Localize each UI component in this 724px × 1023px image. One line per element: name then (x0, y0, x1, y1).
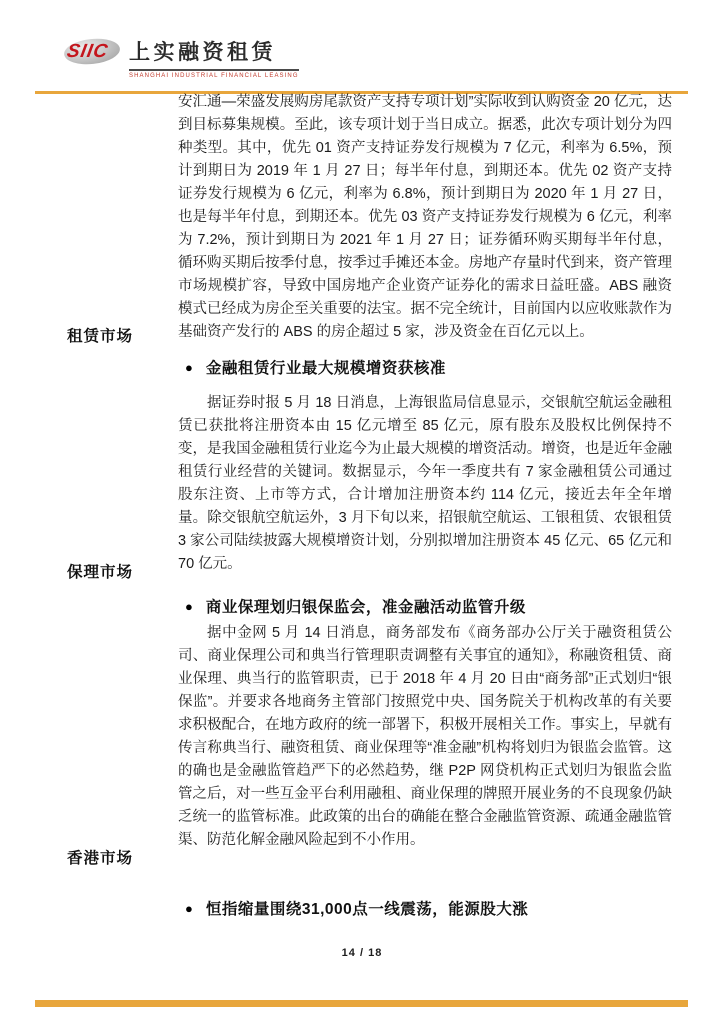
section-heading-factoring-market: 保理市场 (67, 564, 134, 581)
section-heading-hongkong-market: 香港市场 (67, 850, 134, 867)
intro-paragraph: 安汇通—荣盛发展购房尾款资产支持专项计划”实际收到认购资金 20 亿元，达到目标募集规模。至此，该专项计划于当日成立。据悉，此次专项计划分为四种类型。其中，优先 01 资产支持证券发行规模为 7 亿元，利率为 6.5%，预计到期日为 2019 年 1 月 27 日；每半年付息，到期还本。优先 02 资产支持证券发行规模为 6 亿元，利率为 6.8%，预计到期日为 2020 年 1 月 27 日，也是每半年付息，到期还本。优先 03 资产支持证券发行规模为 6 亿元，利率为 7.2%，预计到期日为 2021 年 1 月 27 日；证券循环购买期每半年付息，循环购买期后按季付息，按季过手摊还本金。房地产存量时代到来，资产管理市场规模扩容，导致中国房地产企业资产证券化的需求日益旺盛。ABS 融资模式已经成为房企至关重要的法宝。据不完全统计，目前国内以应收账款作为基础资产发行的 ABS 的房企超过 5 家，涉及资金在百亿元以上。 (178, 94, 672, 340)
bullet-icon: ● (185, 359, 193, 375)
company-logo (63, 34, 299, 79)
logo-mark-text: SIIC (65, 41, 110, 62)
bullet-icon: ● (185, 598, 193, 614)
news-title-hongkong: 恒指缩量围绕31,000点一线震荡，能源股大涨 (205, 901, 529, 918)
company-name-cn: 上实融资租赁 (129, 36, 299, 71)
bullet-icon: ● (185, 900, 193, 916)
news-body-factoring: 据中金网 5 月 14 日消息，商务部发布《商务部办公厅关于融资租赁公司、商业保理公司和典当行管理职责调整有关事宜的通知》，称融资租赁、商业保理、典当行的监管职责，已于 2018 年 4 月 20 日由“商务部”正式划归“银保监”。并要求各地商务主管部门按照党中央、国务院关于机构改革的有关要求积极配合，在地方政府的统一部署下，积极开展相关工作。事实上，早就有传言称典当行、融资租赁、商业保理等“准金融”机构将划归为银监会监管。这的确也是金融监管趋严下的必然趋势，继 P2P 网贷机构正式划归为银监会监管之后，对一些互金平台利用融租、商业保理的牌照开展业务的不良现象仍缺乏统一的监管标准。此政策的出台的确能在整合金融监管资源、疏通金融监管渠、防范化解金融风险起到不小作用。 (178, 625, 672, 848)
news-title-row-leasing (185, 356, 446, 378)
news-body-leasing: 据证券时报 5 月 18 日消息，上海银监局信息显示，交银航空航运金融租赁已获批将注册资本由 15 亿元增至 85 亿元，原有股东及股权比例保持不变，是我国金融租赁行业迄今为止最大规模的增资活动。增资，也是近年金融租赁行业经营的关键词。数据显示，今年一季度共有 7 家金融租赁公司通过股东注资、上市等方式，合计增加注册资本约 114 亿元，接近去年全年增量。除交银航空航运外，3 月下旬以来，招银航空航运、工银租赁、农银租赁 3 家公司陆续披露大规模增资计划，分别拟增加注册资本 45 亿元、65 亿元和 70 亿元。 (178, 395, 672, 572)
bottom-divider (35, 1000, 688, 1007)
news-title-row-hongkong (185, 897, 528, 919)
news-title-factoring: 商业保理划归银保监会，准金融活动监管升级 (205, 599, 526, 616)
news-title-row-factoring (185, 595, 526, 617)
company-name-en: SHANGHAI INDUSTRIAL FINANCIAL LEASING (129, 73, 299, 79)
page-number: 14 / 18 (341, 947, 383, 959)
section-heading-leasing-market: 租赁市场 (67, 328, 134, 345)
news-title-leasing: 金融租赁行业最大规模增资获核准 (205, 360, 446, 377)
logo-wordmark (129, 34, 299, 79)
siic-logo-icon (63, 34, 123, 70)
